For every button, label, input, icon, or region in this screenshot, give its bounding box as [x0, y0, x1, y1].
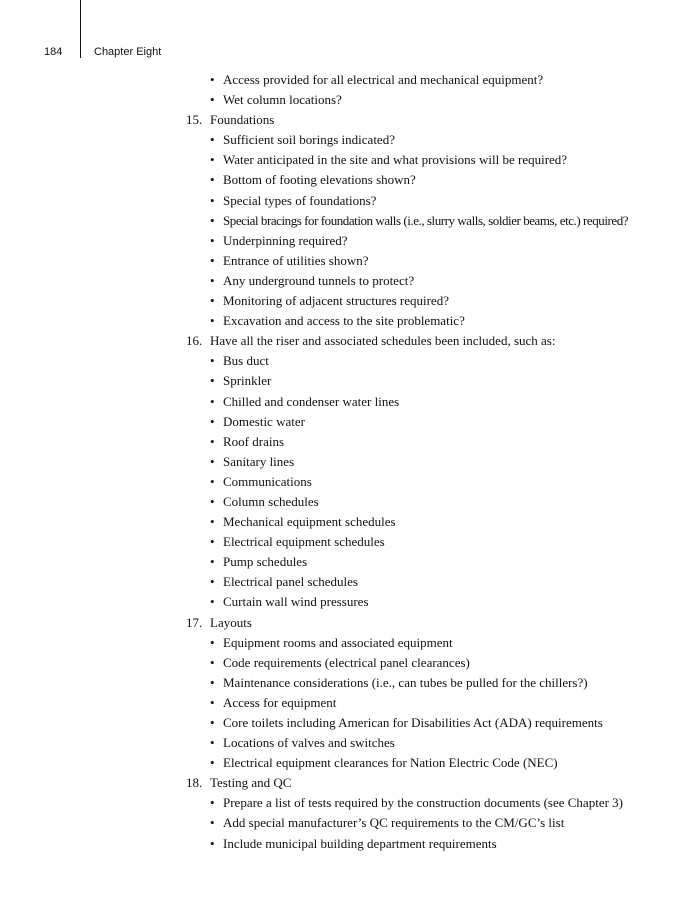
list-item	[186, 251, 686, 271]
list-item-text: Chilled and condenser water lines	[223, 393, 400, 409]
list-item	[186, 432, 686, 452]
bullet-icon: •	[210, 313, 215, 329]
list-item-text: Water anticipated in the site and what provisions will be required?	[223, 152, 568, 168]
list-item	[186, 834, 686, 854]
list-item-text: Special types of foundations?	[223, 192, 377, 208]
bullet-icon: •	[210, 393, 215, 409]
bullet-icon: •	[210, 433, 215, 449]
section-heading	[186, 331, 686, 351]
list-item	[186, 552, 686, 572]
list-item-text: Bottom of footing elevations shown?	[223, 172, 416, 188]
list-item-text: Special bracings for foundation walls (i.e., slurry walls, soldier beams, etc.) required?	[223, 212, 629, 228]
list-item	[186, 693, 686, 713]
bullet-icon: •	[210, 735, 215, 751]
bullet-icon: •	[210, 694, 215, 710]
bullet-icon: •	[210, 574, 215, 590]
bullet-icon: •	[210, 272, 215, 288]
list-item	[186, 512, 686, 532]
list-item-text: Sanitary lines	[223, 453, 295, 469]
list-item-text: Electrical equipment clearances for Nation Electric Code (NEC)	[223, 755, 558, 771]
list-item-text: Underpinning required?	[223, 232, 348, 248]
bullet-icon: •	[210, 92, 215, 108]
bullet-icon: •	[210, 132, 215, 148]
list-item	[186, 70, 686, 90]
bullet-icon: •	[210, 212, 215, 228]
list-item	[186, 633, 686, 653]
section-title: Testing and QC	[210, 775, 292, 791]
section-title: Foundations	[210, 112, 275, 128]
section-title: Layouts	[210, 614, 252, 630]
list-item	[186, 452, 686, 472]
bullet-icon: •	[210, 172, 215, 188]
bullet-icon: •	[210, 413, 215, 429]
bullet-icon: •	[210, 232, 215, 248]
list-item	[186, 733, 686, 753]
list-item-text: Locations of valves and switches	[223, 735, 395, 751]
list-item-text: Code requirements (electrical panel clearances)	[223, 654, 470, 670]
bullet-icon: •	[210, 72, 215, 87]
bullet-icon: •	[210, 795, 215, 811]
list-item-text: Electrical equipment schedules	[223, 534, 385, 550]
list-item-text: Add special manufacturer’s QC requirements to the CM/GC’s list	[223, 815, 565, 831]
bullet-icon: •	[210, 192, 215, 208]
chapter-title: Chapter Eight	[94, 46, 162, 58]
list-item-text: Curtain wall wind pressures	[223, 594, 369, 610]
bullet-icon: •	[210, 554, 215, 570]
list-item	[186, 211, 686, 231]
list-item-text: Bus duct	[223, 353, 269, 369]
section-heading	[186, 773, 686, 793]
list-item-text: Domestic water	[223, 413, 305, 429]
list-item-text: Entrance of utilities shown?	[223, 252, 369, 268]
list-item	[186, 572, 686, 592]
bullet-icon: •	[210, 835, 215, 851]
section-title: Have all the riser and associated schedules been included, such as:	[210, 333, 556, 349]
list-item	[186, 271, 686, 291]
bullet-icon: •	[210, 634, 215, 650]
bullet-icon: •	[210, 293, 215, 309]
list-item-text: Sufficient soil borings indicated?	[223, 132, 395, 148]
bullet-icon: •	[210, 252, 215, 268]
section-number: 18.	[186, 775, 203, 791]
list-item	[186, 472, 686, 492]
bullet-icon: •	[210, 815, 215, 831]
list-item-text: Sprinkler	[223, 373, 272, 389]
list-item-text: Monitoring of adjacent structures required?	[223, 293, 449, 309]
list-item-text: Excavation and access to the site problematic?	[223, 313, 465, 329]
list-item-text: Maintenance considerations (i.e., can tubes be pulled for the chillers?)	[223, 674, 588, 690]
bullet-icon: •	[210, 534, 215, 550]
list-item-text: Column schedules	[223, 493, 319, 509]
checklist-content	[186, 70, 686, 854]
list-item-text: Roof drains	[223, 433, 285, 449]
list-item-text: Wet column locations?	[223, 92, 342, 108]
list-item	[186, 492, 686, 512]
list-item	[186, 673, 686, 693]
list-item	[186, 532, 686, 552]
list-item	[186, 753, 686, 773]
header-divider	[80, 0, 81, 58]
list-item	[186, 592, 686, 612]
bullet-icon: •	[210, 373, 215, 389]
list-item	[186, 392, 686, 412]
list-item	[186, 813, 686, 833]
section-number: 17.	[186, 614, 203, 630]
list-item-text: Pump schedules	[223, 554, 308, 570]
list-item-text: Mechanical equipment schedules	[223, 514, 396, 530]
bullet-icon: •	[210, 594, 215, 610]
section-heading	[186, 110, 686, 130]
bullet-icon: •	[210, 453, 215, 469]
list-item-text: Electrical panel schedules	[223, 574, 358, 590]
list-item	[186, 191, 686, 211]
list-item-text: Equipment rooms and associated equipment	[223, 634, 453, 650]
bullet-icon: •	[210, 152, 215, 168]
list-item	[186, 351, 686, 371]
bullet-icon: •	[210, 654, 215, 670]
list-item-text: Core toilets including American for Disabilities Act (ADA) requirements	[223, 715, 603, 730]
list-item	[186, 150, 686, 170]
bullet-icon: •	[210, 473, 215, 489]
list-item	[186, 311, 686, 331]
list-item-text: Prepare a list of tests required by the construction documents (see Chapter 3)	[223, 795, 623, 811]
list-item	[186, 412, 686, 432]
section-number: 15.	[186, 112, 203, 128]
list-item	[186, 793, 686, 813]
bullet-icon: •	[210, 674, 215, 690]
list-item-text: Access for equipment	[223, 694, 337, 710]
list-item	[186, 130, 686, 150]
bullet-icon: •	[210, 715, 215, 730]
list-item	[186, 170, 686, 190]
list-item	[186, 291, 686, 311]
bullet-icon: •	[210, 353, 215, 369]
section-number: 16.	[186, 333, 203, 349]
list-item-text: Communications	[223, 473, 312, 489]
list-item-text: Access provided for all electrical and mechanical equipment?	[223, 72, 544, 87]
list-item	[186, 231, 686, 251]
list-item	[186, 713, 686, 733]
bullet-icon: •	[210, 514, 215, 530]
list-item	[186, 653, 686, 673]
bullet-icon: •	[210, 755, 215, 771]
bullet-icon: •	[210, 493, 215, 509]
section-heading	[186, 613, 686, 633]
page-number: 184	[44, 46, 63, 58]
list-item	[186, 371, 686, 391]
list-item-text: Any underground tunnels to protect?	[223, 272, 415, 288]
list-item	[186, 90, 686, 110]
list-item-text: Include municipal building department requirements	[223, 835, 497, 851]
